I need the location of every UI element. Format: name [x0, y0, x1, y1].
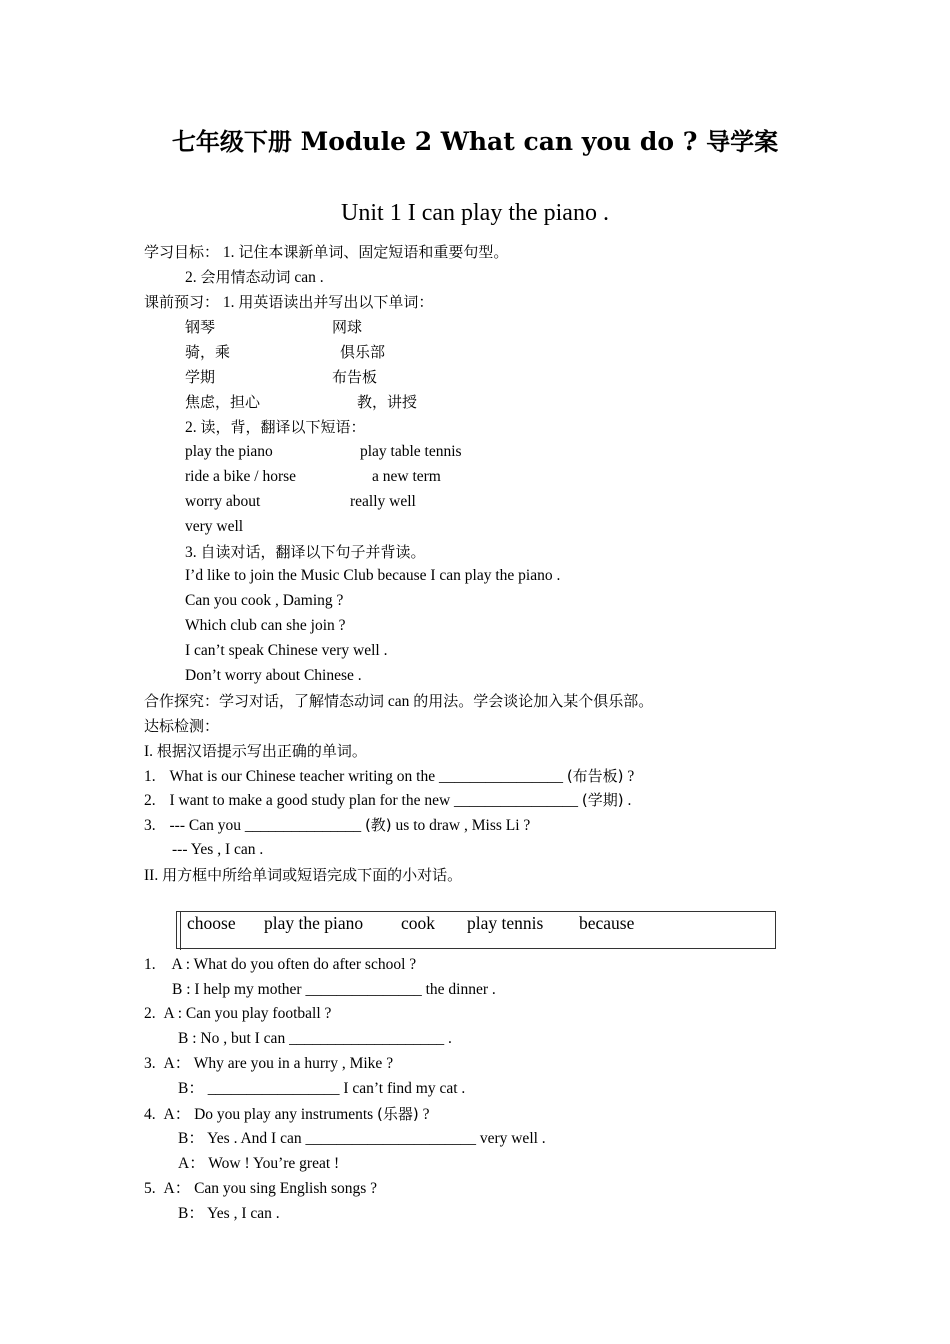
- objective-2-num: 2.: [185, 269, 197, 286]
- vocab-word: 钢琴: [185, 318, 216, 336]
- question-2: [144, 790, 631, 811]
- objective-1-num: 1.: [222, 244, 235, 261]
- phrase: worry about: [185, 493, 261, 510]
- phrase: play table tennis: [360, 443, 462, 460]
- phrase: a new term: [372, 468, 441, 485]
- phrase: play the piano: [185, 443, 273, 460]
- dialogue-line: A： Why are you in a hurry , Mike ?: [163, 1055, 394, 1072]
- vocab-word: 布告板: [332, 368, 378, 386]
- dialogue-hint: (乐器): [377, 1105, 419, 1123]
- preview-task-3-num: 3.: [185, 544, 197, 561]
- dialogue-3-a: [144, 1054, 393, 1074]
- dialogue-3-b: B： _________________ I can’t find my cat .: [178, 1080, 466, 1097]
- question-1: [144, 766, 634, 787]
- vocab-word: 俱乐部: [340, 343, 386, 361]
- dialogue-1-a: [144, 955, 416, 975]
- question-num: 2.: [144, 792, 156, 809]
- preview-task-2: 读，背，翻译以下短语：: [200, 418, 366, 436]
- dialogue-sentence: I can’t speak Chinese very well .: [185, 642, 388, 659]
- question-hint: (布告板): [566, 767, 624, 785]
- preview-line: [144, 292, 433, 313]
- word-box-item: cook: [401, 913, 436, 933]
- title-cn-suffix: 导学案: [706, 128, 779, 156]
- vocab-word: 骑，乘: [185, 343, 231, 361]
- vocab-word: 学期: [185, 368, 216, 386]
- dialogue-4-c: A： Wow ! You’re great !: [178, 1155, 340, 1172]
- vocab-word: 焦虑，担心: [185, 393, 261, 411]
- question-end: .: [627, 792, 632, 809]
- preview-task-1-num: 1.: [222, 294, 235, 311]
- vocab-word: 网球: [332, 318, 363, 336]
- question-3: [144, 815, 530, 836]
- question-text-end: us to draw , Miss Li ?: [395, 817, 531, 834]
- title-cn-prefix: 七年级下册: [171, 128, 292, 156]
- cooperation-text-a: 学习对话，了解情态动词: [219, 692, 385, 710]
- part-1-title: 根据汉语提示写出正确的单词。: [156, 742, 367, 760]
- phrase: really well: [350, 493, 416, 510]
- dialogue-num: 5.: [144, 1180, 156, 1197]
- word-box-item: play tennis: [467, 913, 544, 933]
- test-label: 达标检测：: [144, 717, 220, 735]
- question-text: What is our Chinese teacher writing on the ________________: [169, 768, 563, 785]
- dialogue-4-b: B： Yes . And I can ______________________ very well .: [178, 1130, 546, 1147]
- dialogue-5-a: [144, 1179, 377, 1199]
- dialogue-sentence: Can you cook , Daming ?: [185, 592, 344, 609]
- phrase: ride a bike / horse: [185, 468, 297, 485]
- word-box-item: choose: [187, 913, 236, 933]
- question-num: 3.: [144, 817, 156, 834]
- preview-task-1: 用英语读出并写出以下单词：: [238, 293, 434, 311]
- part-2-num: II.: [144, 867, 159, 884]
- dialogue-line: A : What do you often do after school ?: [171, 956, 417, 973]
- question-end: ?: [627, 768, 635, 785]
- question-num: 1.: [144, 768, 156, 785]
- page-title: [0, 122, 950, 157]
- dialogue-4-a: [144, 1104, 430, 1125]
- question-text: --- Can you _______________: [169, 817, 362, 834]
- dialogue-1-b: B : I help my mother _______________ the dinner .: [172, 981, 496, 998]
- cooperation-line: [144, 691, 653, 712]
- part-2-heading: [144, 865, 462, 886]
- part-1-num: I.: [144, 743, 154, 760]
- cooperation-label: 合作探究：: [144, 692, 220, 710]
- dialogue-num: 1.: [144, 956, 156, 973]
- objective-2-line: [185, 267, 324, 288]
- unit-heading: Unit 1 I can play the piano .: [341, 200, 609, 226]
- dialogue-5-b: B： Yes , I can .: [178, 1205, 280, 1222]
- dialogue-sentence: Which club can she join ?: [185, 617, 346, 634]
- question-3-reply: --- Yes , I can .: [172, 841, 264, 858]
- dialogue-sentence: Don’t worry about Chinese .: [185, 667, 362, 684]
- question-hint: (教): [364, 816, 392, 834]
- preview-label: 课前预习：: [144, 293, 220, 311]
- question-hint: (学期): [581, 791, 624, 809]
- objective-2-text: 会用情态动词: [200, 268, 291, 286]
- preview-task-2-line: [185, 417, 366, 438]
- objectives-line: [144, 242, 508, 263]
- objective-1: 记住本课新单词、固定短语和重要句型。: [238, 243, 509, 261]
- word-box-inner-border: [180, 912, 181, 950]
- question-text: I want to make a good study plan for the new ________________: [169, 792, 579, 809]
- dialogue-num: 2.: [144, 1005, 156, 1022]
- word-box-item: because: [579, 913, 635, 933]
- cooperation-text-c: 的用法。学会谈论加入某个俱乐部。: [413, 692, 654, 710]
- dialogue-line: A : Can you play football ?: [163, 1005, 332, 1022]
- preview-task-3: 自读对话，翻译以下句子并背读。: [200, 543, 426, 561]
- phrase: very well: [185, 518, 244, 535]
- objectives-label: 学习目标：: [144, 243, 220, 261]
- part-1-heading: [144, 741, 367, 762]
- dialogue-sentence: I’d like to join the Music Club because I can play the piano .: [185, 567, 561, 584]
- objective-2-modal: can .: [294, 269, 324, 286]
- dialogue-line: A： Can you sing English songs ?: [163, 1180, 378, 1197]
- cooperation-modal: can: [387, 693, 410, 710]
- word-box-item: play the piano: [264, 913, 364, 933]
- preview-task-3-line: [185, 542, 426, 563]
- preview-task-2-num: 2.: [185, 419, 197, 436]
- title-en: Module 2 What can you do ?: [300, 127, 698, 156]
- dialogue-num: 4.: [144, 1106, 156, 1123]
- dialogue-2-a: [144, 1004, 331, 1024]
- dialogue-2-b: B : No , but I can ____________________ .: [178, 1030, 452, 1047]
- part-2-title: 用方框中所给单词或短语完成下面的小对话。: [162, 866, 463, 884]
- dialogue-line: A： Do you play any instruments: [163, 1106, 374, 1123]
- dialogue-num: 3.: [144, 1055, 156, 1072]
- vocab-word: 教，讲授: [357, 393, 418, 411]
- dialogue-line-end: ?: [422, 1106, 430, 1123]
